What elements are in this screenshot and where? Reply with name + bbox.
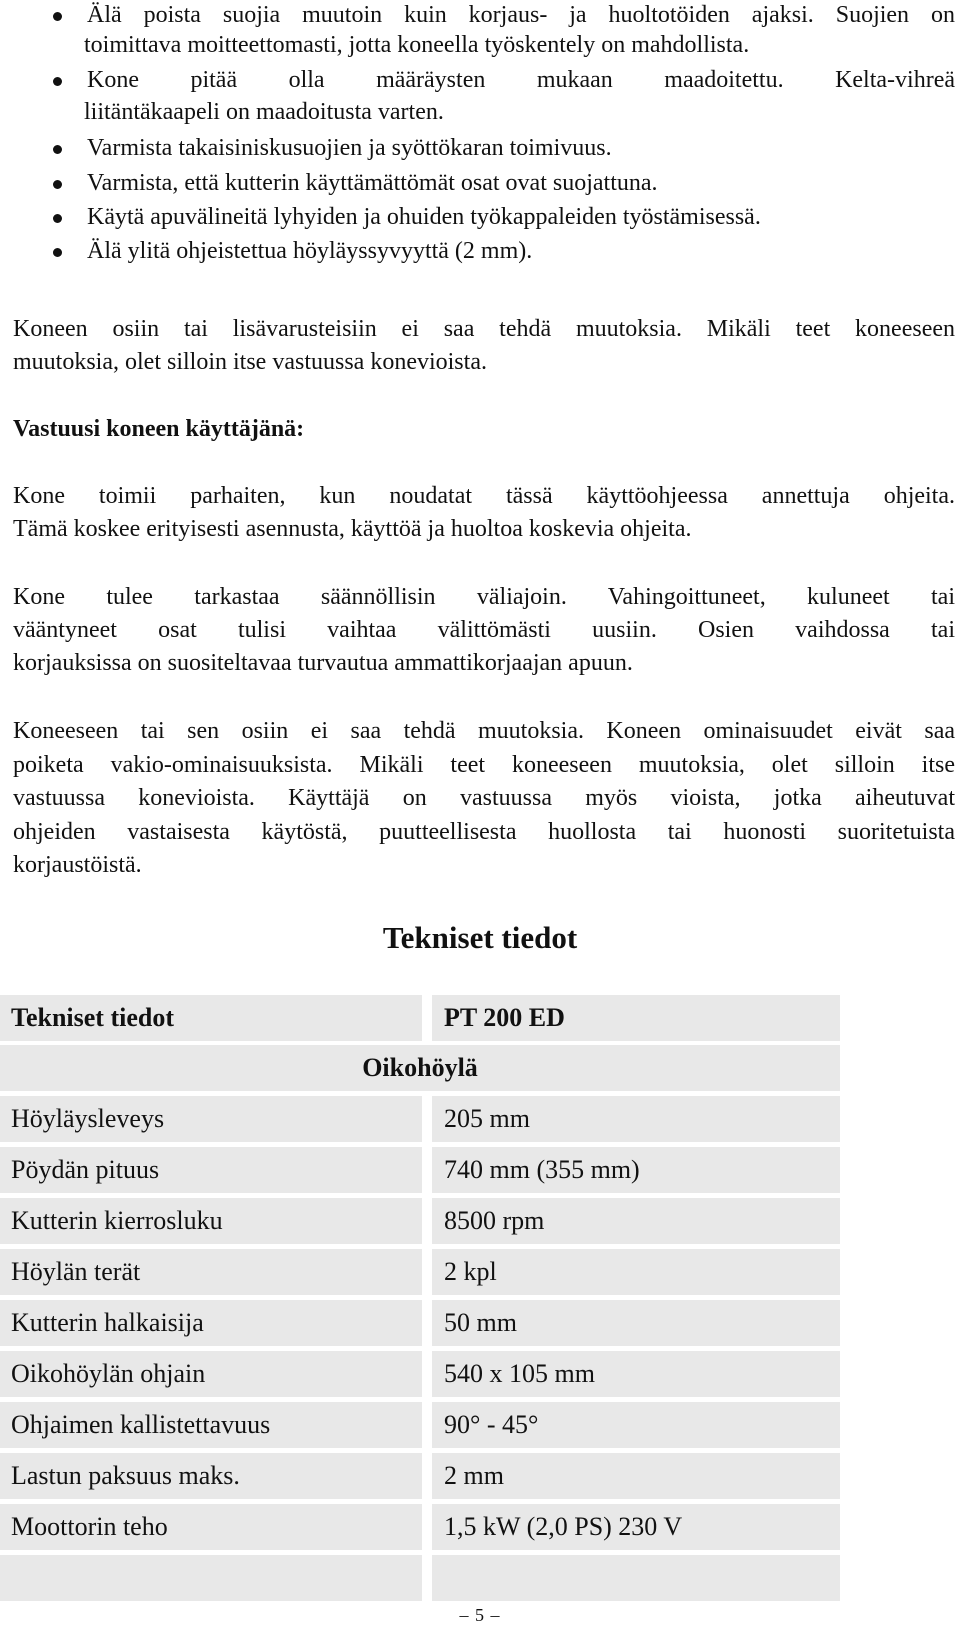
table-cell-value: 540 x 105 mm (432, 1351, 840, 1397)
table-cell-label: Oikohöylän ohjain (0, 1351, 422, 1397)
paragraph-line: Koneeseen tai sen osiin ei saa tehdä muutoksia. Koneen ominaisuudet eivät saa (13, 718, 955, 744)
paragraph-line: Tämä koskee erityisesti asennusta, käyttöä ja huoltoa koskevia ohjeita. (13, 516, 692, 542)
list-item-text: Älä ylitä ohjeistettua höyläyssyvyyttä (2 mm). (87, 238, 533, 264)
table-cell-label (0, 1555, 422, 1601)
table-header-right: PT 200 ED (432, 995, 840, 1041)
paragraph-line: poiketa vakio-ominaisuuksista. Mikäli teet koneeseen muutoksia, olet silloin itse (13, 752, 955, 778)
table-cell-value: 8500 rpm (432, 1198, 840, 1244)
section-title: Tekniset tiedot (382, 920, 578, 955)
paragraph-line: korjaustöistä. (13, 852, 142, 878)
list-item-text: Älä poista suojia muutoin kuin korjaus- ja huoltotöiden ajaksi. Suojien on (87, 2, 955, 28)
table-cell-label: Kutterin kierrosluku (0, 1198, 422, 1244)
paragraph-line: Koneen osiin tai lisävarusteisiin ei saa tehdä muutoksia. Mikäli teet koneeseen (13, 316, 955, 342)
table-cell-value (432, 1555, 840, 1601)
list-item-text: Kone pitää olla määräysten mukaan maadoitettu. Kelta-vihreä (87, 67, 955, 93)
table-cell-value: 740 mm (355 mm) (432, 1147, 840, 1193)
table-subheader: Oikohöylä (0, 1045, 840, 1091)
list-item-text: Käytä apuvälineitä lyhyiden ja ohuiden työkappaleiden työstämisessä. (87, 204, 761, 230)
table-cell-label: Höylän terät (0, 1249, 422, 1295)
table-cell-value: 205 mm (432, 1096, 840, 1142)
list-item-text: Varmista, että kutterin käyttämättömät osat ovat suojattuna. (87, 170, 658, 196)
table-cell-label: Kutterin halkaisija (0, 1300, 422, 1346)
paragraph-line: korjauksissa on suositeltavaa turvautua ammattikorjaajan apuun. (13, 650, 633, 676)
paragraph-line: muutoksia, olet silloin itse vastuussa konevioista. (13, 349, 487, 375)
table-cell-label: Lastun paksuus maks. (0, 1453, 422, 1499)
table-cell-value: 2 mm (432, 1453, 840, 1499)
table-cell-label: Moottorin teho (0, 1504, 422, 1550)
paragraph-line: Kone tulee tarkastaa säännöllisin väliajoin. Vahingoittuneet, kuluneet tai (13, 584, 955, 610)
table-cell-label: Pöydän pituus (0, 1147, 422, 1193)
paragraph-line: ohjeiden vastaisesta käytöstä, puutteellisesta huollosta tai huonosti suoritetuista (13, 819, 955, 845)
table-cell-value: 50 mm (432, 1300, 840, 1346)
table-header-left: Tekniset tiedot (0, 995, 422, 1041)
table-cell-value: 2 kpl (432, 1249, 840, 1295)
bullet-icon (53, 145, 62, 154)
bullet-icon (53, 214, 62, 223)
page-number: – 5 – (459, 1605, 501, 1625)
bullet-icon (53, 248, 62, 257)
paragraph-line: Kone toimii parhaiten, kun noudatat tässä käyttöohjeessa annettuja ohjeita. (13, 483, 955, 509)
table-cell-value: 90° - 45° (432, 1402, 840, 1448)
table-cell-value: 1,5 kW (2,0 PS) 230 V (432, 1504, 840, 1550)
table-cell-label: Höyläysleveys (0, 1096, 422, 1142)
bullet-icon (53, 180, 62, 189)
list-item-text: liitäntäkaapeli on maadoitusta varten. (84, 99, 444, 125)
list-item-text: toimittava moitteettomasti, jotta koneella työskentely on mahdollista. (84, 32, 750, 58)
bullet-icon (53, 12, 62, 21)
paragraph-line: vääntyneet osat tulisi vaihtaa välittömästi uusiin. Osien vaihdossa tai (13, 617, 955, 643)
table-cell-label: Ohjaimen kallistettavuus (0, 1402, 422, 1448)
paragraph-line: vastuussa konevioista. Käyttäjä on vastuussa myös vioista, jotka aiheutuvat (13, 785, 955, 811)
list-item-text: Varmista takaisiniskusuojien ja syöttökaran toimivuus. (87, 135, 612, 161)
bullet-icon (53, 77, 62, 86)
responsibility-heading: Vastuusi koneen käyttäjänä: (13, 416, 305, 442)
